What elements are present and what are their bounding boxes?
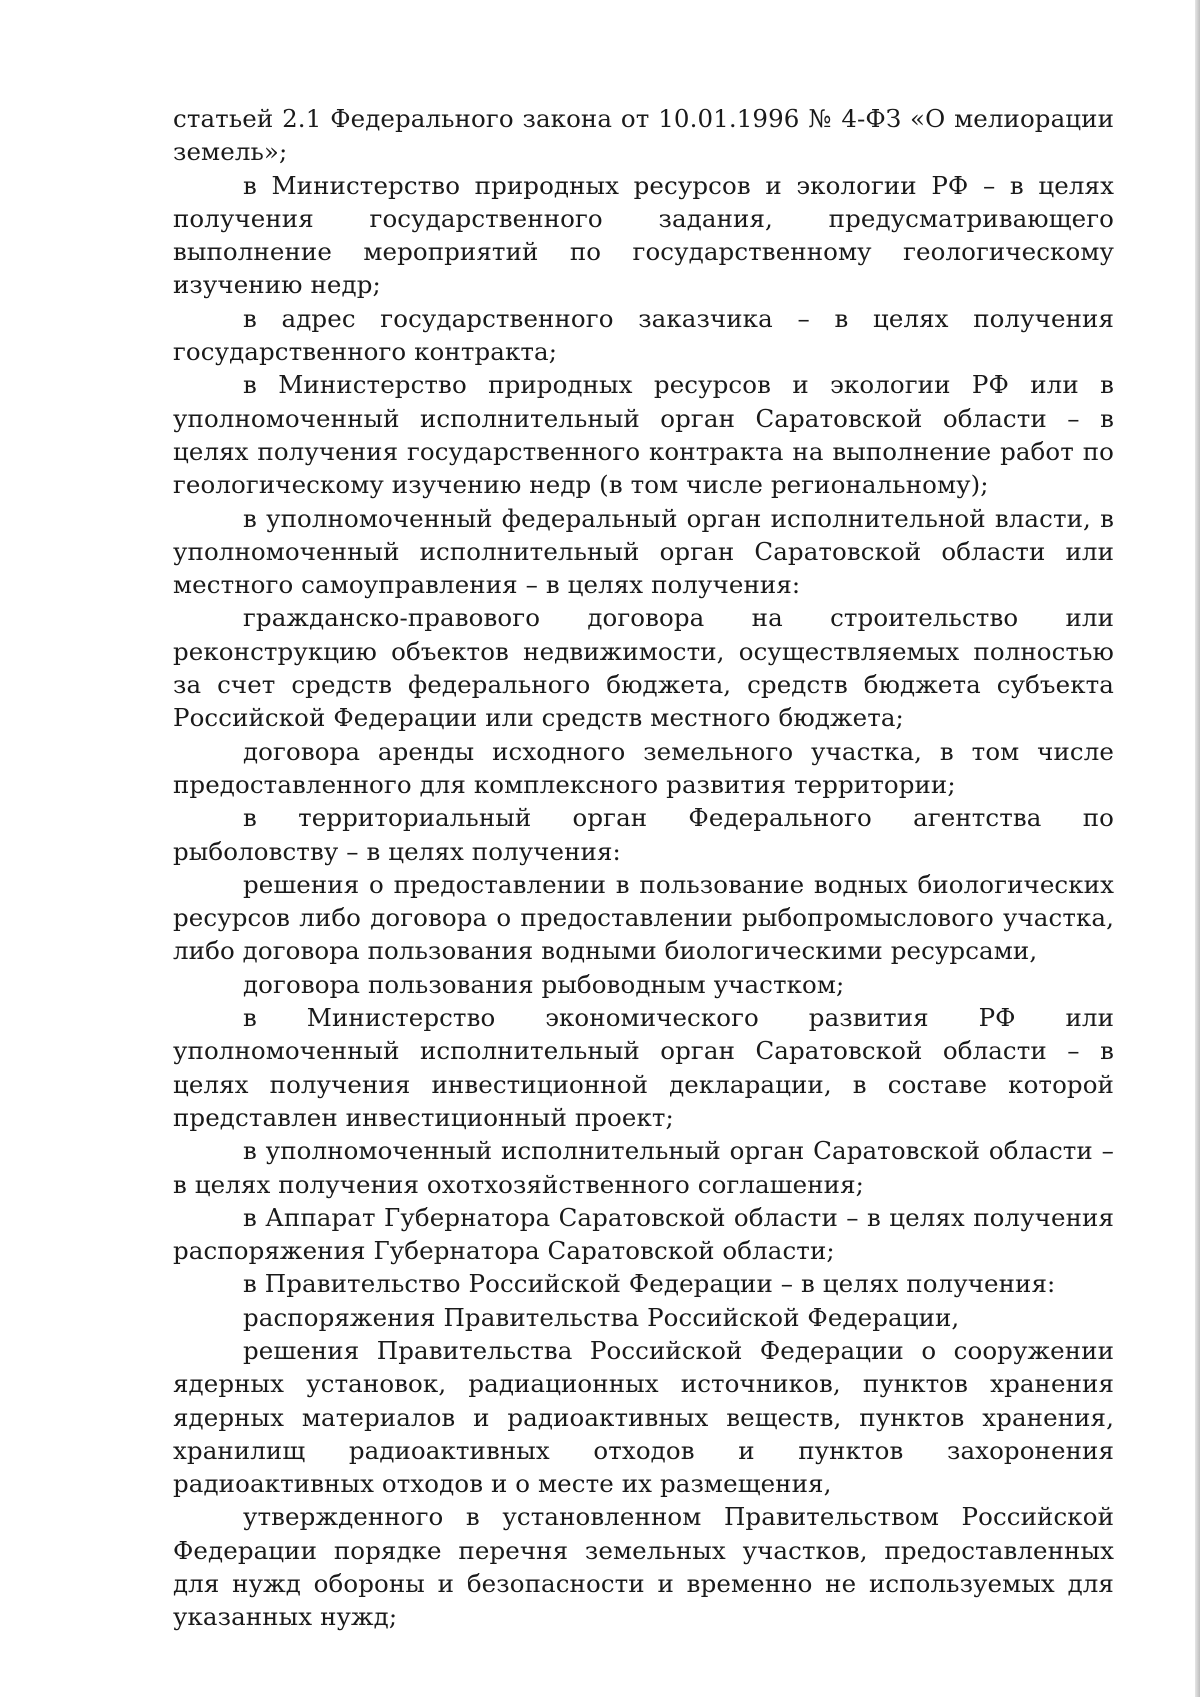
- page-right-edge: [1195, 0, 1200, 1697]
- paragraph-17: утвержденного в установленном Правительством Российской Федерации порядке перечня земельных участков, предоставленных для нужд обороны и безопасности и временно не используемых для указанных нужд;: [173, 1502, 1114, 1632]
- paragraph-3: в адрес государственного заказчика – в целях получения государственного контракта;: [173, 303, 1114, 367]
- document-body: [173, 102, 1114, 1634]
- paragraph-9: решения о предоставлении в пользование водных биологических ресурсов либо договора о предоставлении рыбопромыслового участка, либо договора пользования водными биологическими ресурсами,: [173, 869, 1114, 966]
- paragraph-10: договора пользования рыбоводным участком;: [243, 969, 845, 999]
- paragraph-11: в Министерство экономического развития РФ или уполномоченный исполнительный орган Саратовской области – в целях получения инвестиционной декларации, в составе которой представлен инвестиционный проект;: [173, 1003, 1114, 1132]
- paragraph-7: договора аренды исходного земельного участка, в том числе предоставленного для комплексного развития территории;: [173, 736, 1114, 799]
- paragraph-1: статьей 2.1 Федерального закона от 10.01.1996 № 4-ФЗ «О мелиорации земель»;: [173, 104, 1114, 167]
- paragraph-4: в Министерство природных ресурсов и экологии РФ или в уполномоченный исполнительный орган Саратовской области – в целях получения государственного контракта на выполнение работ по геологическому изучению недр (в том числе региональному);: [173, 370, 1114, 500]
- paragraph-6: гражданско-правового договора на строительство или реконструкцию объектов недвижимости, осуществляемых полностью за счет средств федерального бюджета, средств бюджета субъекта Российской Федерации или средств местного бюджета;: [173, 603, 1114, 733]
- paragraph-5: в уполномоченный федеральный орган исполнительной власти, в уполномоченный исполнительный орган Саратовской области или местного самоуправления – в целях получения:: [173, 503, 1114, 600]
- paragraph-14: в Правительство Российской Федерации – в целях получения:: [243, 1269, 1056, 1299]
- paragraph-13: в Аппарат Губернатора Саратовской области – в целях получения распоряжения Губернатора Саратовской области;: [173, 1202, 1114, 1266]
- paragraph-12: в уполномоченный исполнительный орган Саратовской области – в целях получения охотхозяйственного соглашения;: [173, 1136, 1114, 1199]
- paragraph-2: в Министерство природных ресурсов и экологии РФ – в целях получения государственного задания, предусматривающего выполнение мероприятий по государственному геологическому изучению недр;: [173, 170, 1114, 300]
- paragraph-16: решения Правительства Российской Федерации о сооружении ядерных установок, радиационных источников, пунктов хранения ядерных материалов и радиоактивных веществ, пунктов хранения, хранилищ радиоактивных отходов и пунктов захоронения радиоактивных отходов и о месте их размещения,: [173, 1335, 1114, 1499]
- paragraph-8: в территориальный орган Федерального агентства по рыболовству – в целях получения:: [173, 803, 1114, 866]
- paragraph-15: распоряжения Правительства Российской Федерации,: [243, 1302, 960, 1332]
